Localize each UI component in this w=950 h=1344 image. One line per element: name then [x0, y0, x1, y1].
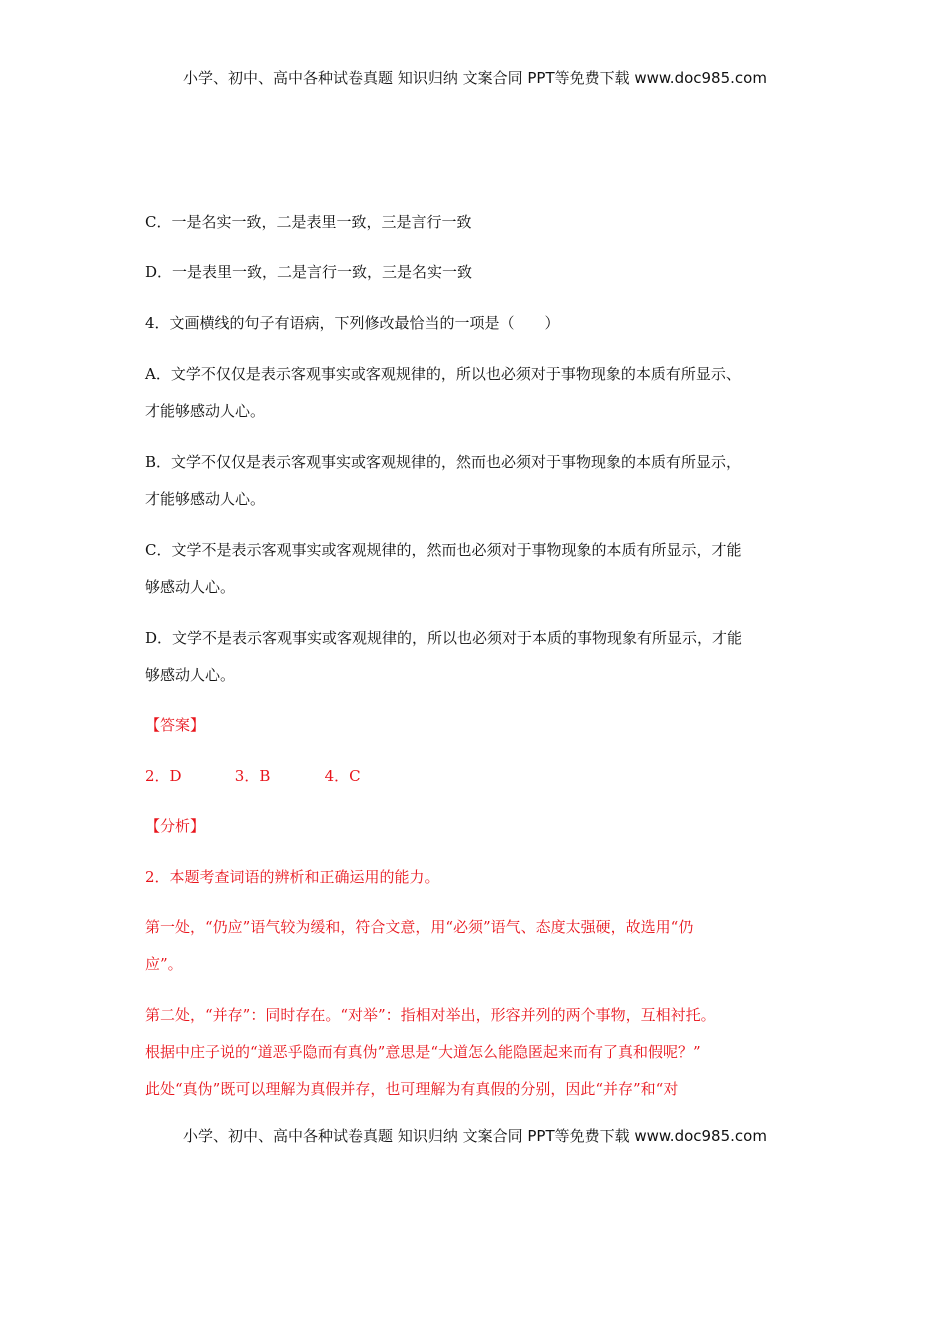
analysis-line: 2．本题考查词语的辨析和正确运用的能力。 — [145, 868, 440, 886]
option-line: C．一是名实一致，二是表里一致，三是言行一致 — [145, 213, 472, 231]
analysis-line: 第一处，“仍应”语气较为缓和，符合文意，用“必须”语气、态度太强硬，故选用“仍 — [145, 918, 694, 936]
analysis-heading: 【分析】 — [145, 817, 206, 835]
option-line: 够感动人心。 — [145, 578, 236, 596]
answer-heading: 【答案】 — [145, 716, 206, 734]
analysis-line: 此处“真伪”既可以理解为真假并存，也可理解为有真假的分别，因此“并存”和“对 — [145, 1080, 679, 1098]
option-line: A．文学不仅仅是表示客观事实或客观规律的，所以也必须对于事物现象的本质有所显示、 — [145, 365, 741, 383]
answer-item: 3．B — [234, 767, 271, 785]
answer-item: 2．D — [145, 767, 182, 785]
option-line: D．文学不是表示客观事实或客观规律的，所以也必须对于本质的事物现象有所显示，才能 — [145, 629, 743, 647]
page-header: 小学、初中、高中各种试卷真题 知识归纳 文案合同 PPT等免费下载 www.doc985.com — [183, 69, 767, 87]
option-line: B．文学不仅仅是表示客观事实或客观规律的，然而也必须对于事物现象的本质有所显示， — [145, 453, 742, 471]
option-line: D．一是表里一致，二是言行一致，三是名实一致 — [145, 263, 473, 281]
option-line: 才能够感动人心。 — [145, 402, 266, 420]
analysis-line: 根据中庄子说的“道恶乎隐而有真伪”意思是“大道怎么能隐匿起来而有了真和假呢？” — [145, 1043, 701, 1061]
answer-row — [145, 766, 361, 786]
answer-item: 4．C — [324, 767, 361, 785]
option-line: 够感动人心。 — [145, 666, 236, 684]
option-line: 才能够感动人心。 — [145, 490, 266, 508]
option-line: C．文学不是表示客观事实或客观规律的，然而也必须对于事物现象的本质有所显示，才能 — [145, 541, 742, 559]
analysis-line: 应”。 — [145, 955, 183, 973]
page-footer: 小学、初中、高中各种试卷真题 知识归纳 文案合同 PPT等免费下载 www.doc985.com — [183, 1127, 767, 1145]
analysis-line: 第二处，“并存”：同时存在。“对举”：指相对举出，形容并列的两个事物，互相衬托。 — [145, 1006, 716, 1024]
question-stem: 4．文画横线的句子有语病，下列修改最恰当的一项是（ ） — [145, 314, 560, 332]
